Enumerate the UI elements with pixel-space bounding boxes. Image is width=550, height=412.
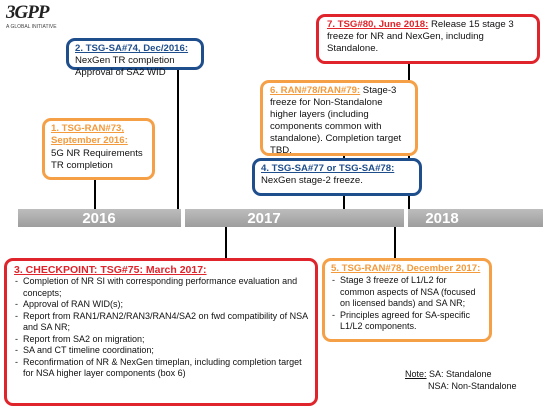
milestone-3-item: - Approval of RAN WID(s); [14, 299, 308, 311]
milestone-2-title: 2. TSG-SA#74, Dec/2016: [75, 43, 189, 54]
milestone-6-title: 6. RAN#78/RAN#79: [270, 85, 361, 96]
milestone-4-title: 4. TSG-SA#77 or TSG-SA#78: [261, 163, 395, 174]
year-2016: 2016 [82, 210, 116, 227]
milestone-3-item: - SA and CT timeline coordination; [14, 345, 308, 357]
milestone-3-item: - Completion of NR SI with corresponding performance evaluation and concepts; [14, 276, 308, 299]
year-2018: 2018 [425, 210, 459, 227]
milestone-5-item: - Principles agreed for SA-specific L1/L2 components. [331, 310, 483, 333]
note-line-nsa: NSA: Non-Standalone [428, 381, 517, 391]
connector-box1 [94, 178, 96, 211]
milestone-3-item: - Reconfirmation of NR & NexGen timeplan, including completion target for NSA higher layer components (box 6) [14, 357, 308, 380]
milestone-box-3 [4, 258, 318, 406]
milestone-3-list [14, 276, 308, 380]
milestone-box-2 [66, 38, 204, 78]
milestone-box-5 [322, 258, 492, 342]
milestone-7-body: Release 15 stage 3 freeze for NR and NexGen, including Standalone. [327, 19, 514, 54]
milestone-3-item: - Report from SA2 on migration; [14, 334, 308, 346]
milestone-7-title: 7. TSG#80, June 2018: [327, 19, 429, 30]
milestone-5-list [331, 275, 483, 333]
connector-box2 [177, 66, 179, 211]
milestone-1-title: 1. TSG-RAN#73, September 2016: [51, 123, 128, 146]
milestone-box-6 [260, 80, 418, 156]
milestone-4-body: NexGen stage-2 freeze. [261, 175, 363, 186]
connector-box3 [225, 226, 227, 262]
milestone-5-item: - Stage 3 freeze of L1/L2 for common aspects of NSA (focused on licensed bands) and SA NR; [331, 275, 483, 310]
milestone-box-1 [42, 118, 155, 180]
abbreviation-note [405, 368, 517, 392]
milestone-2-body: NexGen TR completion Approval of SA2 WID [75, 55, 175, 78]
connector-box5 [394, 226, 396, 260]
note-label: Note: [405, 369, 427, 379]
logo-text: 3GPP [6, 2, 49, 23]
logo-tagline: A GLOBAL INITIATIVE [6, 24, 57, 30]
milestone-box-7 [316, 14, 540, 64]
milestone-3-item: - Report from RAN1/RAN2/RAN3/RAN4/SA2 on fwd compatibility of NSA and SA NR; [14, 311, 308, 334]
year-2017: 2017 [247, 210, 281, 227]
milestone-3-title: 3. CHECKPOINT: TSG#75: March 2017: [14, 264, 207, 276]
milestone-5-title: 5. TSG-RAN#78, December 2017: [331, 263, 481, 274]
milestone-1-body: 5G NR Requirements TR completion [51, 148, 143, 171]
timeline-segment-2017 [185, 209, 404, 227]
milestone-6-body: Stage-3 freeze for Non-Standalone higher layers (including components common with standalone). Completion target TBD. [270, 85, 402, 156]
logo-3gpp [6, 2, 62, 32]
note-line-sa: SA: Standalone [426, 369, 492, 379]
milestone-box-4 [252, 158, 422, 196]
